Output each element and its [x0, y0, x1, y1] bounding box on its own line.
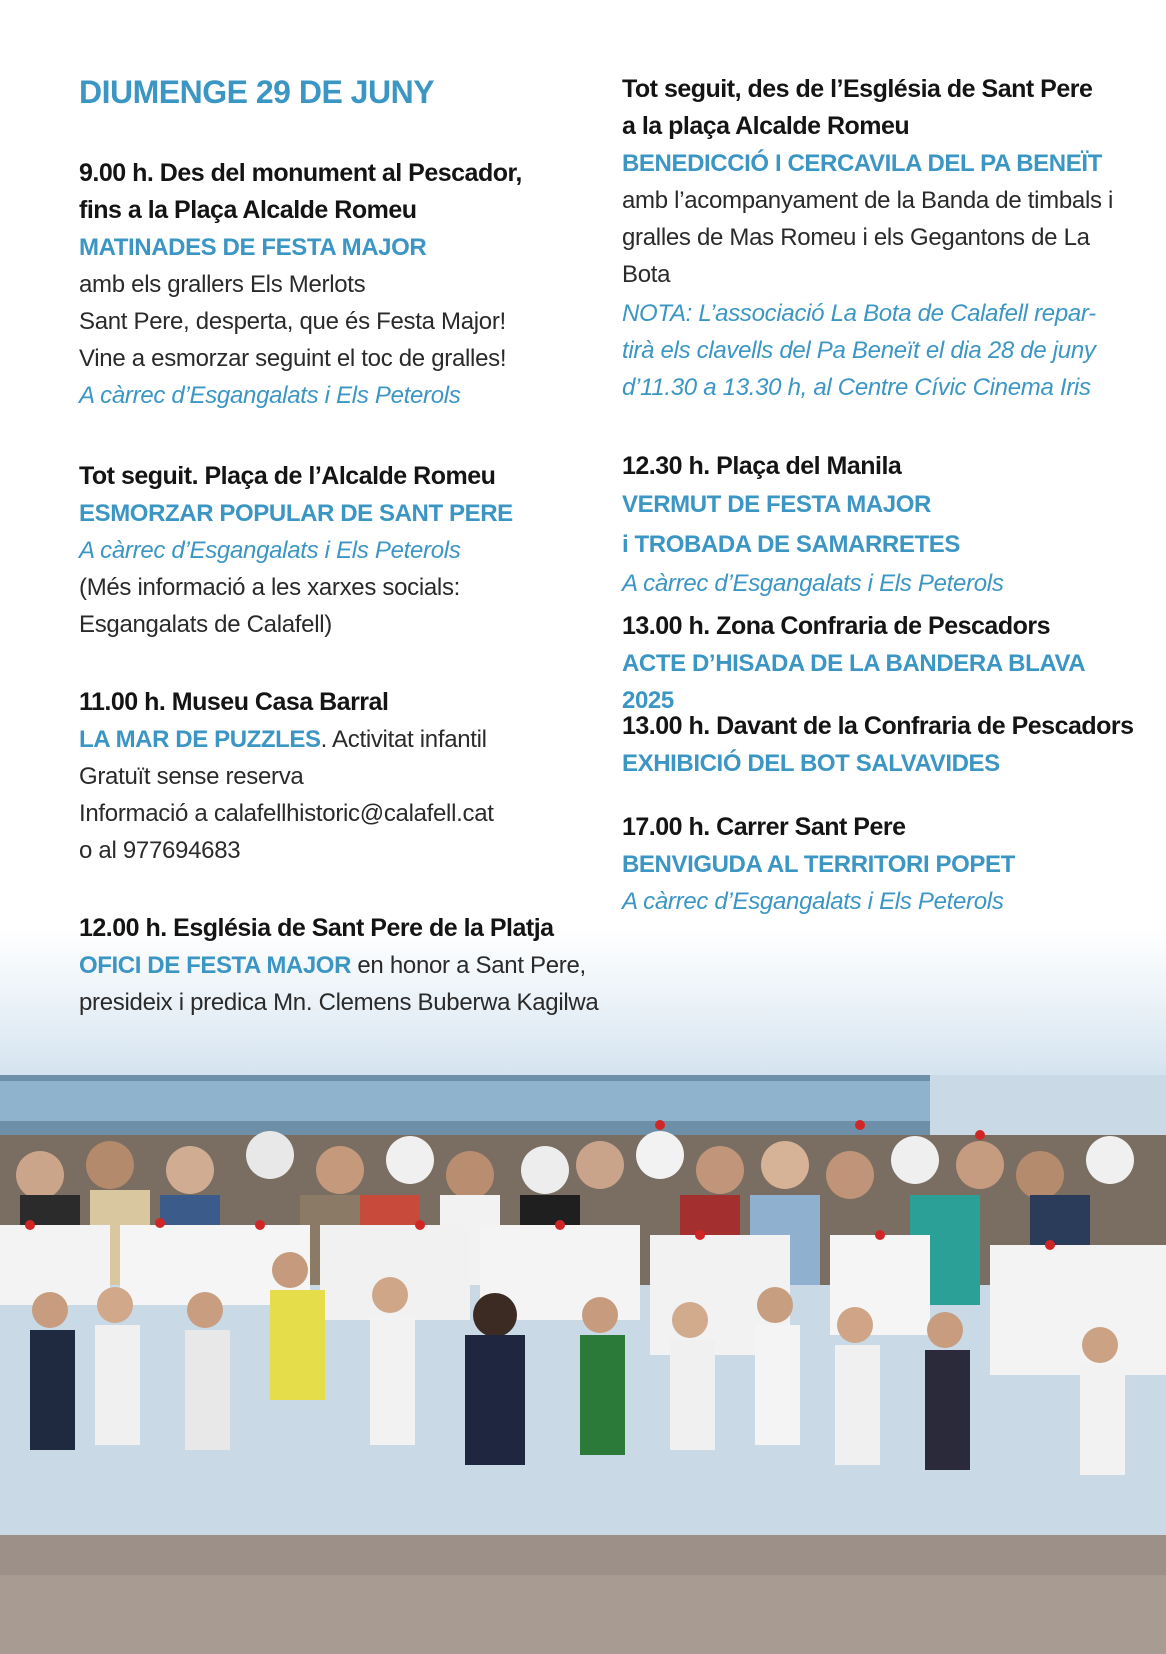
event-time: 13.00 h. Davant de la Confraria de Pescadors [622, 712, 1134, 740]
event-organizer: A càrrec d’Esgangalats i Els Peterols [79, 382, 461, 409]
nota-line: d’11.30 a 13.30 h, al Centre Cívic Cinema Iris [622, 374, 1091, 401]
event-time: Tot seguit. Plaça de l’Alcalde Romeu [79, 462, 496, 490]
event-time: 17.00 h. Carrer Sant Pere [622, 813, 906, 841]
event-title: MATINADES DE FESTA MAJOR [79, 234, 427, 261]
event-text: o al 977694683 [79, 837, 241, 864]
event-title-suffix: . Activitat infantil [320, 726, 487, 753]
event-organizer: A càrrec d’Esgangalats i Els Peterols [622, 570, 1004, 597]
event-title: EXHIBICIÓ DEL BOT SALVAVIDES [622, 750, 1000, 777]
event-puzzles [79, 684, 599, 869]
event-title-line [79, 947, 599, 984]
event-place: a la plaça Alcalde Romeu [622, 112, 910, 140]
event-text: presideix i predica Mn. Clemens Buberwa Kagilwa [79, 989, 599, 1016]
event-time: 13.00 h. Zona Confraria de Pescadors [622, 612, 1050, 640]
event-title: ESMORZAR POPULAR DE SANT PERE [79, 500, 513, 527]
event-title: BENEDICCIÓ I CERCAVILA DEL PA BENEÏT [622, 150, 1102, 177]
event-benediccio [622, 71, 1142, 293]
event-time: 12.00 h. Església de Sant Pere de la Platja [79, 914, 554, 942]
event-esmorzar [79, 458, 599, 643]
event-title: LA MAR DE PUZZLES [79, 726, 321, 753]
event-text: Vine a esmorzar seguint el toc de gralles! [79, 345, 507, 372]
nota [622, 295, 1142, 406]
nota-line: NOTA: L’associació La Bota de Calafell repar- [622, 300, 1096, 327]
event-time: 11.00 h. Museu Casa Barral [79, 688, 389, 716]
event-ofici [79, 910, 599, 1021]
day-heading: DIUMENGE 29 DE JUNY [79, 74, 435, 110]
event-organizer: A càrrec d’Esgangalats i Els Peterols [79, 537, 461, 564]
event-popet [622, 809, 1142, 920]
event-vermut [622, 448, 1142, 602]
event-time: 9.00 h. Des del monument al Pescador, [79, 159, 522, 187]
event-title: VERMUT DE FESTA MAJOR [622, 491, 931, 518]
nota-line: tirà els clavells del Pa Beneït el dia 28 de juny [622, 337, 1096, 364]
event-place: fins a la Plaça Alcalde Romeu [79, 196, 417, 224]
event-text: Sant Pere, desperta, que és Festa Major! [79, 308, 506, 335]
event-text: (Més informació a les xarxes socials: [79, 574, 461, 601]
event-title-line [79, 721, 599, 758]
event-title: BENVIGUDA AL TERRITORI POPET [622, 851, 1015, 878]
event-title: ACTE D’HISADA DE LA BANDERA BLAVA 2025 [622, 650, 1085, 714]
event-bot [622, 708, 1142, 782]
event-title: OFICI DE FESTA MAJOR [79, 952, 352, 979]
event-text: amb l’acompanyament de la Banda de timbals i [622, 187, 1114, 214]
event-matinades [79, 155, 599, 414]
event-text: Esgangalats de Calafell) [79, 611, 332, 638]
event-organizer: A càrrec d’Esgangalats i Els Peterols [622, 888, 1004, 915]
event-title-suffix: en honor a Sant Pere, [351, 952, 586, 979]
event-text: gralles de Mas Romeu i els Gegantons de La Bota [622, 224, 1090, 288]
event-title: i TROBADA DE SAMARRETES [622, 531, 960, 558]
event-text: Gratuït sense reserva [79, 763, 304, 790]
event-time: Tot seguit, des de l’Església de Sant Pere [622, 75, 1093, 103]
event-text: amb els grallers Els Merlots [79, 271, 366, 298]
event-bandera [622, 608, 1142, 719]
event-text: Informació a calafellhistoric@calafell.cat [79, 800, 494, 827]
event-time: 12.30 h. Plaça del Manila [622, 452, 902, 480]
group-photo [0, 1075, 1166, 1654]
